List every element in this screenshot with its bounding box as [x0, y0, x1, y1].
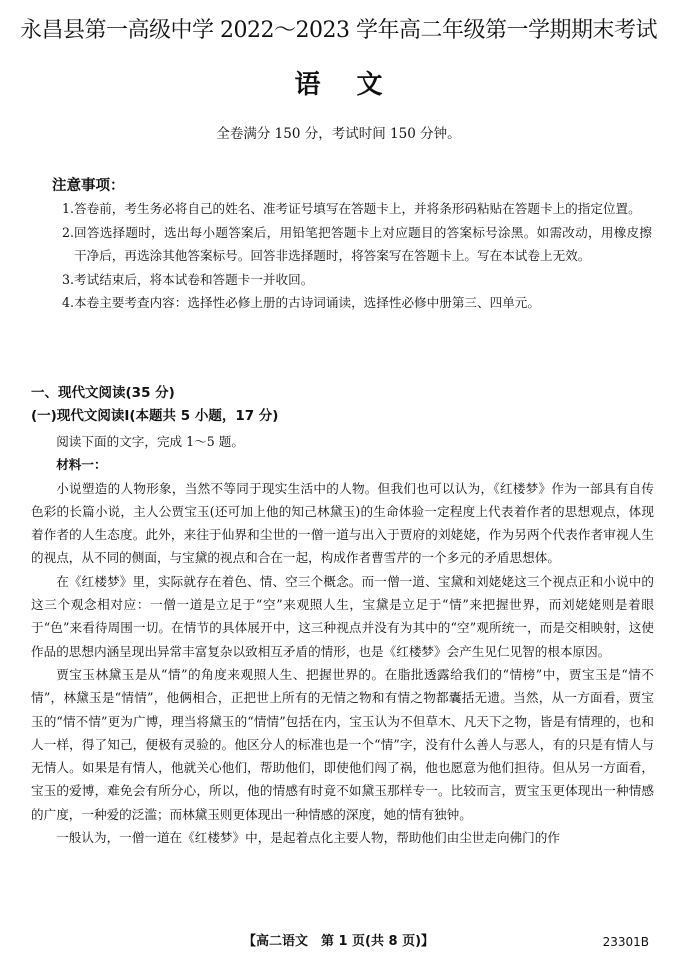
note-text: 本卷主要考查内容：选择性必修上册的古诗词诵读，选择性必修中册第三、四单元。	[74, 295, 540, 310]
paragraph: 在《红楼梦》里，实际就存在着色、情、空三个概念。而一僧一道、宝黛和刘姥姥这三个视点正和小说中的这三个观念相对应：一僧一道是立足于“空”来观照人生，宝黛是立足于“情”来把握世界，而刘姥姥则是着眼于“色”来看待周围一切。在情节的具体展开中，这三种视点并没有为其中的“空”观所统一，而是交相映射，这使作品的思想内涵呈现出异常丰富复杂以致相互矛盾的情形，也是《红楼梦》会产生见仁见智的根本原因。	[31, 573, 654, 659]
note-text: 答卷前，考生务必将自己的姓名、准考证号填写在答题卡上，并将条形码粘贴在答题卡上的指定位置。	[74, 201, 641, 216]
note-item	[62, 197, 652, 221]
note-number: 1.	[62, 201, 75, 216]
page-number-label: 【高二语文 第 1 页(共 8 页)】	[242, 934, 435, 949]
paragraph: 一般认为，一僧一道在《红楼梦》中，是起着点化主要人物，帮助他们由尘世走向佛门的作	[56, 830, 560, 846]
paragraph: 贾宝玉林黛玉是从“情”的角度来观照人生、把握世界的。在脂批透露给我们的“情榜”中，贾宝玉是“情不情”，林黛玉是“情情”，他俩相合，正把世上所有的无情之物和有情之物都囊括无遗。当然，从一方面看，贾宝玉的“情不情”更为广博，理当将黛玉的“情情”包括在内，宝玉认为不但草木、凡天下之物，皆是有情理的，也和人一样，得了知己，便极有灵验的。他区分人的标准也是一个“情”字，没有什么善人与恶人，有的只是有情人与无情人。如果是有情人，他就关心他们，帮助他们，即使他们闯了祸，他也愿意为他们担待。但从另一方面看，宝玉的爱博，难免会有所分心，所以，他的情感有时竟不如黛玉那样专一。比较而言，贾宝玉更体现出一种情感的广度，一种爱的泛滥；而林黛玉则更体现出一种情感的深度，她的情有独钟。	[31, 666, 654, 822]
note-item	[62, 221, 652, 268]
note-text: 考试结束后，将本试卷和答题卡一并收回。	[74, 271, 314, 287]
note-number: 2.	[62, 224, 75, 240]
subject-title: 语文	[294, 70, 419, 100]
note-number: 3.	[62, 271, 75, 287]
notes-heading: 注意事项：	[52, 178, 125, 194]
note-item	[62, 268, 652, 292]
material-label: 材料一：	[56, 457, 107, 473]
notes-list	[62, 197, 652, 315]
section-subtitle: (一)现代文阅读Ⅰ(本题共 5 小题，17 分)	[31, 408, 279, 424]
paragraph: 小说塑造的人物形象，当然不等同于现实生活中的人物。但我们也可以认为，《红楼梦》作为一部具有自传色彩的长篇小说，主人公贾宝玉(还可加上他的知己林黛玉)的生命体验一定程度上代表着作者的思想观点，体现着作者的人生态度。此外，来往于仙界和尘世的一僧一道与出入于贾府的刘姥姥，作为另两个代表作者审视人生的视点，从不同的侧面，与宝黛的视点和合在一起，构成作者曹雪芹的一个多元的矛盾思想体。	[31, 480, 654, 566]
exam-info: 全卷满分 150 分，考试时间 150 分钟。	[216, 126, 461, 142]
note-number: 4.	[62, 295, 75, 310]
reading-body	[31, 430, 654, 849]
note-item	[62, 291, 652, 315]
note-text: 回答选择题时，选出每小题答案后，用铅笔把答题卡上对应题目的答案标号涂黑。如需改动，用橡皮擦干净后，再选涂其他答案标号。回答非选择题时，将答案写在答题卡上。写在本试卷上无效。	[74, 224, 652, 263]
exam-title: 永昌县第一高级中学 2022～2023 学年高二年级第一学期期末考试	[20, 18, 657, 43]
instruction: 阅读下面的文字，完成 1～5 题。	[56, 434, 244, 449]
paper-code: 23301B	[602, 935, 649, 949]
section-title: 一、现代文阅读(35 分)	[31, 385, 175, 401]
